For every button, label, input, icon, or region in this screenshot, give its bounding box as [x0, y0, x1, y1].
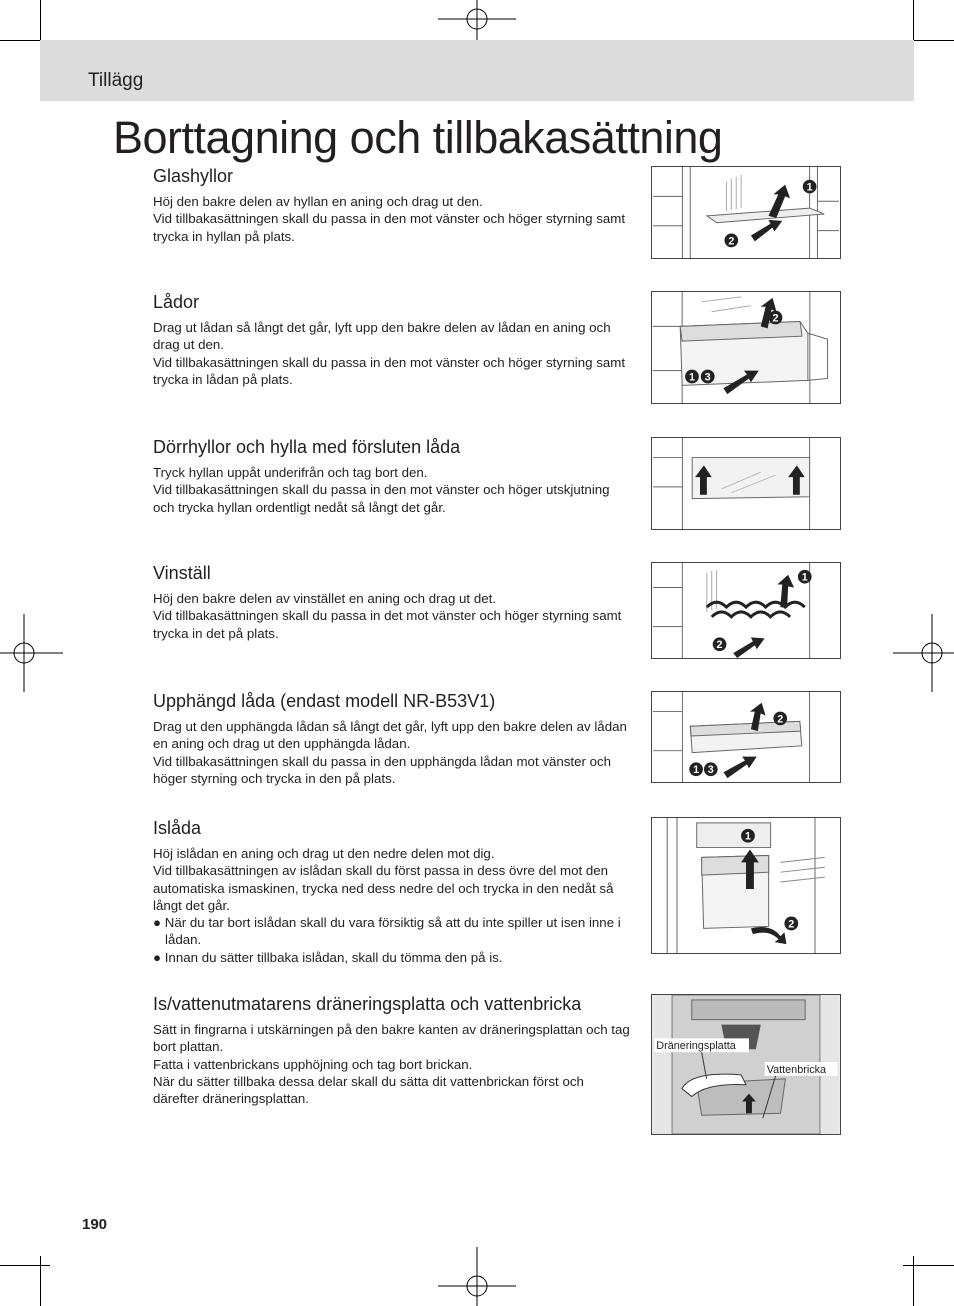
header-label: Tillägg	[88, 70, 144, 91]
hanging-drawer-illustration	[651, 691, 841, 783]
crop-mark	[913, 1256, 914, 1306]
section-drawers	[153, 292, 633, 388]
registration-mark	[0, 614, 63, 692]
step-marker: 1	[801, 571, 808, 584]
section-drain-plate	[153, 994, 633, 1107]
door-shelf-illustration	[651, 437, 841, 530]
page-number: 190	[82, 1216, 108, 1233]
paragraph: Vid tillbakasättningen skall du passa in den mot vänster och höger styrning samt trycka in lådan på plats.	[153, 354, 626, 387]
section-glass-shelves	[153, 166, 633, 245]
paragraph: Vid tillbakasättningen skall du passa in den mot vänster och höger styrning samt trycka in hyllan på plats.	[153, 211, 626, 244]
registration-mark	[893, 614, 954, 692]
section-ice-box	[153, 818, 633, 966]
section-title: Upphängd låda (endast modell NR-B53V1)	[153, 691, 496, 711]
section-wine-rack	[153, 563, 633, 642]
paragraph: Drag ut lådan så långt det går, lyft upp den bakre delen av lådan en aning och drag ut den.	[153, 320, 611, 353]
paragraph: Vid tillbakasättningen av islådan skall du först passa in dess övre del mot den automatiska ismaskinen, trycka ned dess nedre del och trycka in den nedåt så långt det går.	[153, 863, 614, 913]
section-title: Lådor	[153, 292, 200, 312]
drawer-illustration	[651, 291, 841, 404]
section-title: Glashyllor	[153, 166, 234, 186]
paragraph: Sätt in fingrarna i utskärningen på den bakre kanten av dräneringsplattan och tag bort plattan.	[153, 1022, 630, 1055]
paragraph: Höj den bakre delen av vinstället en aning och drag ut det.	[153, 591, 496, 606]
crop-mark	[0, 1265, 50, 1266]
water-tray-label: Vattenbricka	[766, 1063, 827, 1076]
crop-mark	[40, 1256, 41, 1306]
bullet-item: ● Innan du sätter tillbaka islådan, skall du tömma den på is.	[153, 949, 503, 965]
step-marker: 3	[704, 371, 711, 384]
step-marker: 1	[693, 764, 700, 777]
section-title: Islåda	[153, 818, 202, 838]
paragraph: Fatta i vattenbrickans upphöjning och tag bort brickan.	[153, 1056, 473, 1072]
paragraph: När du sätter tillbaka dessa delar skall du sätta dit vattenbrickan först och därefter dräneringsplattan.	[153, 1073, 584, 1107]
step-marker: 2	[777, 713, 784, 726]
paragraph: Drag ut den upphängda lådan så långt det går, lyft upp den bakre delen av lådan en aning och drag ut den upphängda lådan.	[153, 719, 627, 752]
paragraph: Vid tillbakasättningen skall du passa in det mot vänster och höger styrning samt trycka in det på plats.	[153, 608, 622, 641]
step-marker: 3	[707, 764, 714, 777]
header-band	[40, 40, 914, 101]
glass-shelf-illustration	[651, 166, 841, 259]
wine-rack-illustration	[651, 562, 841, 659]
paragraph: Vid tillbakasättningen skall du passa in den mot vänster och höger utskjutning och trycka hyllan ordentligt nedåt så långt det går.	[153, 482, 610, 515]
page-title: Borttagning och tillbakasättning	[113, 112, 723, 163]
drain-plate-label: Dräneringsplatta	[656, 1040, 736, 1053]
section-title: Vinställ	[153, 563, 211, 583]
bullet-item: ● När du tar bort islådan skall du vara försiktig så att du inte spiller ut isen inne i lådan.	[153, 915, 621, 948]
ice-box-illustration	[651, 817, 841, 954]
drain-plate-illustration	[651, 994, 841, 1135]
step-marker: 2	[716, 639, 723, 652]
paragraph: Vid tillbakasättningen skall du passa in den upphängda lådan mot vänster och höger styrning och trycka in den på plats.	[153, 753, 612, 786]
paragraph: Tryck hyllan uppåt underifrån och tag bort den.	[153, 465, 428, 480]
section-title: Is/vattenutmatarens dräneringsplatta och vattenbricka	[153, 994, 582, 1014]
registration-mark	[438, 1247, 516, 1306]
section-door-shelves	[153, 437, 633, 516]
section-hanging-drawer	[153, 691, 633, 787]
crop-mark	[903, 1265, 954, 1266]
step-marker: 2	[728, 235, 735, 248]
paragraph: Höj islådan en aning och drag ut den nedre delen mot dig.	[153, 846, 495, 861]
step-marker: 2	[772, 312, 779, 325]
step-marker: 1	[806, 181, 813, 194]
step-marker: 1	[688, 371, 695, 384]
paragraph: Höj den bakre delen av hyllan en aning och drag ut den.	[153, 194, 483, 209]
step-marker: 2	[788, 918, 795, 931]
section-title: Dörrhyllor och hylla med försluten låda	[153, 437, 461, 457]
step-marker: 1	[744, 830, 751, 843]
